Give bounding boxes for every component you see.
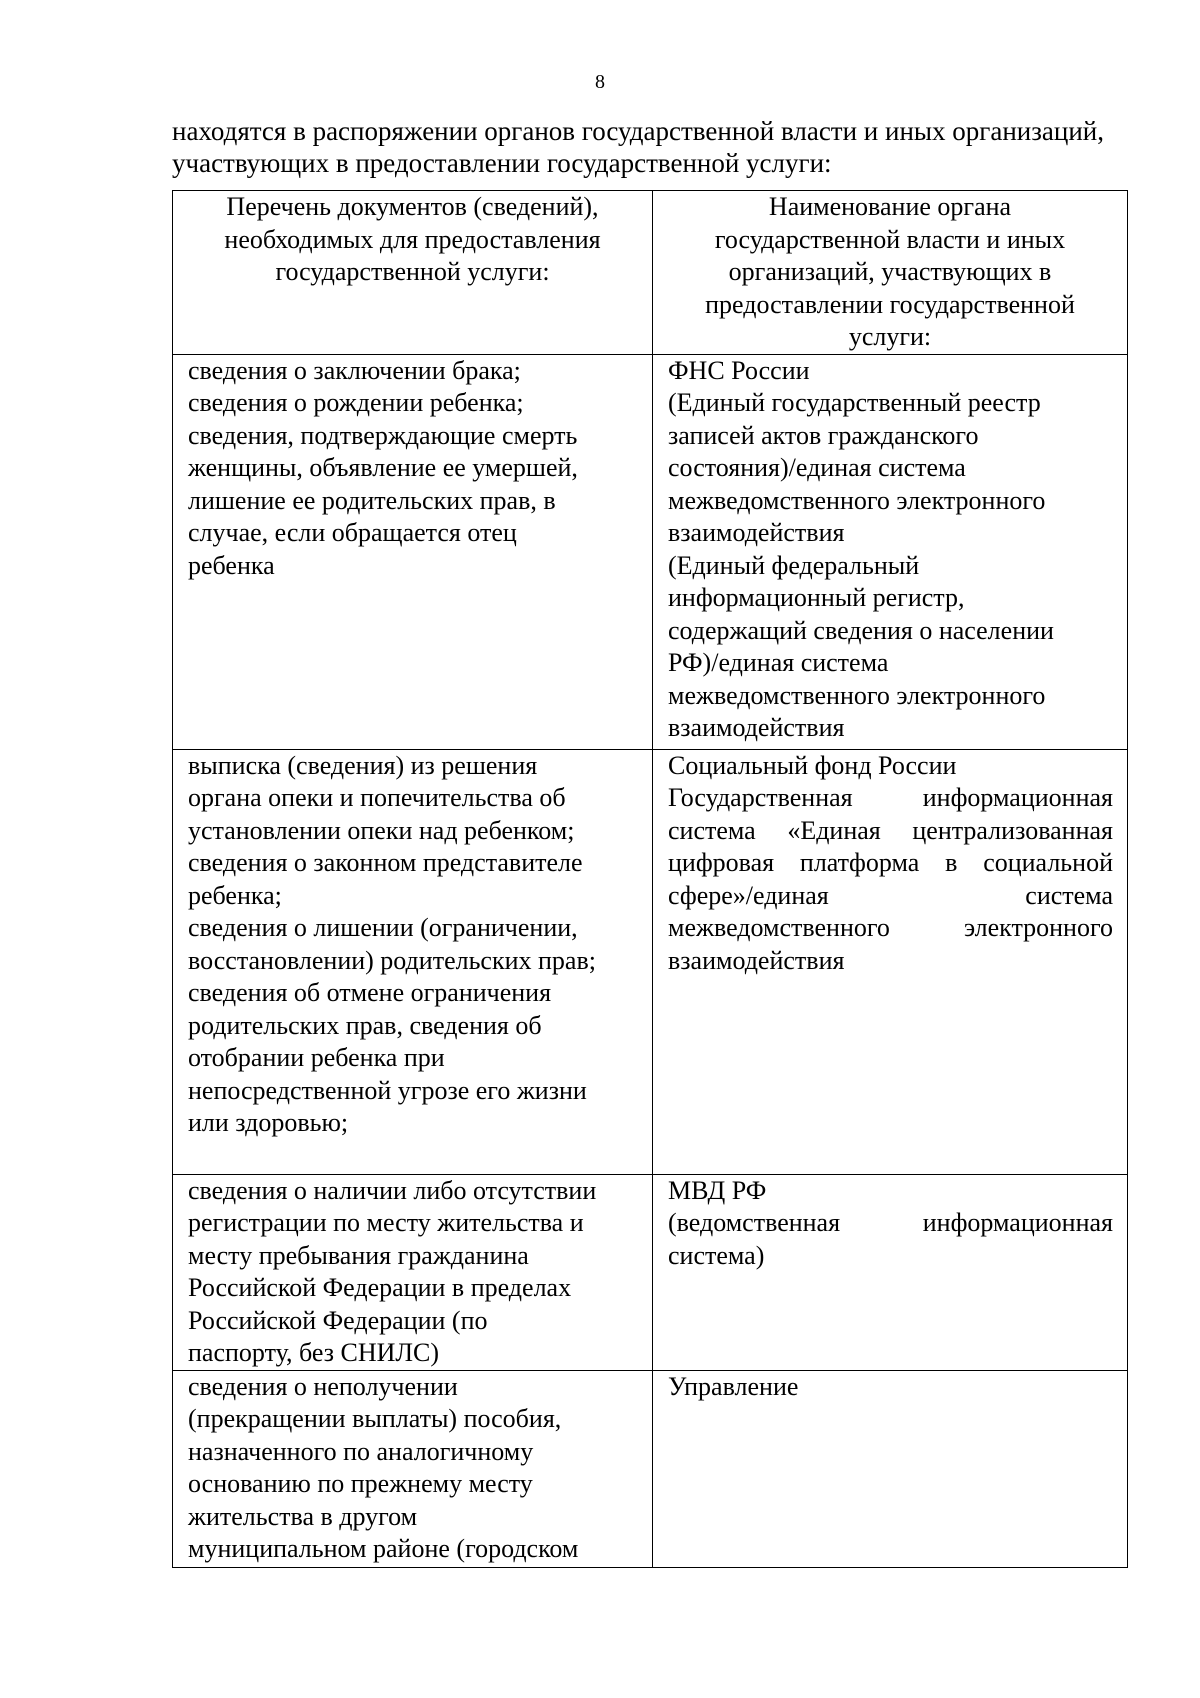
cell-line: установлении опеки над ребенком; [188, 815, 575, 845]
cell-line: система «Единая централизованная [668, 815, 1113, 845]
header-line: организаций, участвующих в [728, 257, 1052, 286]
cell-line: Социальный фонд России [668, 750, 957, 780]
cell-line: Российской Федерации (по [188, 1305, 488, 1335]
documents-cell [173, 354, 653, 749]
cell-line: жительства в другом [188, 1501, 418, 1531]
cell-line: непосредственной угрозе его жизни [188, 1075, 587, 1105]
cell-line: сведения, подтверждающие смерть [188, 420, 578, 450]
cell-line: случае, если обращается отец [188, 518, 517, 547]
cell-line: МВД РФ [668, 1175, 767, 1205]
cell-line: или здоровью; [188, 1108, 349, 1137]
cell-line: органа опеки и попечительства об [188, 783, 566, 812]
cell-line: ребенка; [188, 880, 282, 910]
cell-line: система) [668, 1240, 765, 1270]
cell-line: Управление [668, 1371, 799, 1401]
agency-cell [653, 1174, 1128, 1370]
documents-table [172, 190, 1128, 1568]
table-row [173, 1370, 1128, 1567]
cell-line: межведомственного электронного [668, 680, 1046, 710]
documents-cell [173, 1174, 653, 1370]
table-header-row [173, 191, 1128, 355]
page-number: 8 [595, 71, 605, 93]
header-line: Перечень документов (сведений), [226, 192, 599, 221]
cell-line: лишение ее родительских прав, в [188, 485, 556, 515]
cell-line: сведения о законном представителе [188, 848, 583, 877]
cell-line: сведения о рождении ребенка; [188, 388, 524, 417]
cell-line: восстановлении) родительских прав; [188, 945, 596, 975]
header-line: услуги: [848, 322, 932, 351]
cell-line: РФ)/единая система [668, 648, 889, 677]
intro-line: участвующих в предоставлении государственной услуги: [172, 148, 832, 178]
cell-line: сведения о неполучении [188, 1371, 458, 1401]
cell-line: записей актов гражданского [668, 420, 979, 450]
agency-cell [653, 1370, 1128, 1567]
agency-cell [653, 354, 1128, 749]
cell-line: взаимодействия [668, 518, 845, 547]
cell-line: сведения о заключении брака; [188, 355, 521, 385]
cell-line: межведомственного электронного [668, 913, 1113, 942]
cell-line: муниципальном районе (городском [188, 1534, 579, 1563]
table-row [173, 1174, 1128, 1370]
cell-line: сфере»/единая система [668, 880, 1113, 910]
cell-line: состояния)/единая система [668, 453, 966, 482]
cell-line: основанию по прежнему месту [188, 1469, 533, 1498]
cell-line: женщины, объявление ее умершей, [188, 453, 578, 482]
header-line: государственной услуги: [275, 257, 550, 286]
cell-line: выписка (сведения) из решения [188, 750, 538, 780]
documents-cell [173, 749, 653, 1174]
documents-cell [173, 1370, 653, 1567]
cell-line: месту пребывания гражданина [188, 1240, 529, 1270]
cell-line: родительских прав, сведения об [188, 1010, 542, 1040]
cell-line: (ведомственная информационная [668, 1208, 1113, 1237]
cell-line: регистрации по месту жительства и [188, 1208, 584, 1237]
table-row [173, 749, 1128, 1174]
cell-line: отобрании ребенка при [188, 1043, 445, 1072]
cell-line: ребенка [188, 550, 275, 580]
cell-line: (Единый государственный реестр [668, 388, 1041, 417]
cell-line: содержащий сведения о населении [668, 615, 1054, 645]
cell-line: паспорту, без СНИЛС) [188, 1338, 440, 1367]
header-documents-list [173, 191, 653, 355]
cell-line: сведения об отмене ограничения [188, 978, 552, 1007]
cell-line: назначенного по аналогичному [188, 1436, 534, 1466]
cell-line: цифровая платформа в социальной [668, 848, 1113, 877]
intro-line: находятся в распоряжении органов государственной власти и иных организаций, [172, 116, 1104, 146]
cell-line: (Единый федеральный [668, 550, 920, 580]
header-line: государственной власти и иных [714, 224, 1066, 254]
cell-line: Государственная информационная [668, 783, 1113, 812]
cell-line: информационный регистр, [668, 583, 965, 612]
cell-line: ФНС России [668, 355, 810, 385]
header-line: предоставлении государственной [705, 289, 1075, 319]
cell-line: взаимодействия [668, 713, 845, 742]
cell-line: сведения о лишении (ограничении, [188, 913, 578, 942]
cell-line: (прекращении выплаты) пособия, [188, 1404, 562, 1433]
cell-line: сведения о наличии либо отсутствии [188, 1175, 597, 1205]
header-line: Наименование органа [768, 192, 1012, 221]
cell-line: межведомственного электронного [668, 485, 1046, 515]
agency-cell [653, 749, 1128, 1174]
header-line: необходимых для предоставления [224, 224, 601, 254]
table-row [173, 354, 1128, 749]
header-agency-name [653, 191, 1128, 355]
cell-line: взаимодействия [668, 945, 845, 975]
intro-paragraph [172, 115, 1152, 179]
cell-line: Российской Федерации в пределах [188, 1273, 572, 1302]
